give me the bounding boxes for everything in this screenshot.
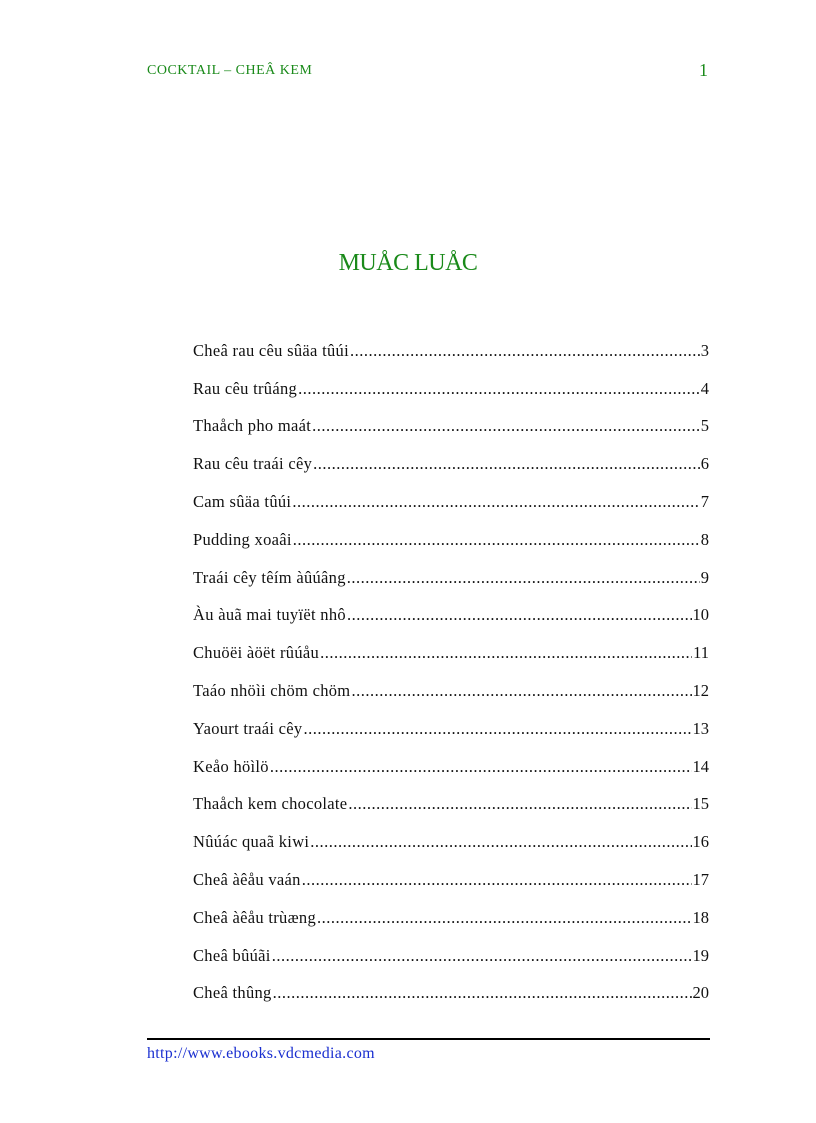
toc-leader-dots — [351, 681, 691, 701]
footer-divider — [147, 1038, 710, 1040]
toc-entry[interactable] — [193, 672, 709, 710]
toc-entry[interactable] — [193, 748, 709, 786]
toc-entry-label: Chuöëi àöët rûúåu — [193, 643, 320, 663]
toc-entry-label: Cheâ àêåu vaán — [193, 870, 301, 890]
toc-entry[interactable] — [193, 710, 709, 748]
toc-leader-dots — [292, 492, 699, 512]
toc-entry-page: 15 — [692, 794, 709, 814]
toc-entry[interactable] — [193, 370, 709, 408]
page-number: 1 — [699, 60, 708, 80]
toc-entry-label: Rau cêu trûáng — [193, 378, 298, 398]
toc-leader-dots — [310, 832, 691, 852]
toc-leader-dots — [273, 983, 692, 1003]
toc-entry-page: 7 — [700, 492, 709, 512]
toc-entry-label: Traái cêy têím àûúâng — [193, 567, 346, 587]
toc-entry-page: 18 — [692, 907, 709, 927]
toc-leader-dots — [350, 341, 700, 361]
toc-entry-page: 12 — [692, 681, 709, 701]
table-of-contents — [193, 332, 709, 1012]
toc-leader-dots — [293, 530, 700, 550]
toc-leader-dots — [313, 454, 700, 474]
toc-entry-page: 17 — [692, 870, 709, 890]
toc-entry[interactable] — [193, 597, 709, 635]
toc-leader-dots — [302, 870, 692, 890]
toc-leader-dots — [320, 643, 692, 663]
toc-leader-dots — [317, 908, 691, 928]
toc-entry-page: 16 — [692, 832, 709, 852]
toc-entry[interactable] — [193, 634, 709, 672]
toc-entry[interactable] — [193, 559, 709, 597]
toc-leader-dots — [348, 794, 691, 814]
toc-entry-page: 5 — [700, 416, 709, 436]
toc-entry-label: Nûúác quaã kiwi — [193, 832, 310, 852]
toc-entry[interactable] — [193, 975, 709, 1013]
toc-entry-page: 20 — [692, 983, 709, 1003]
toc-entry-page: 13 — [692, 718, 709, 738]
toc-entry-label: Yaourt traái cêy — [193, 718, 303, 738]
toc-entry-label: Cheâ bûúãi — [193, 945, 271, 965]
toc-leader-dots — [347, 568, 700, 588]
toc-entry-label: Rau cêu traái cêy — [193, 454, 313, 474]
running-header-title: COCKTAIL – CHEÂ KEM — [147, 63, 313, 78]
toc-leader-dots — [303, 719, 691, 739]
toc-entry-label: Taáo nhöìi chöm chöm — [193, 681, 351, 701]
toc-entry-page: 11 — [693, 643, 709, 663]
toc-entry-page: 10 — [692, 605, 709, 625]
toc-entry[interactable] — [193, 899, 709, 937]
toc-leader-dots — [270, 757, 692, 777]
footer-website-link[interactable]: http://www.ebooks.vdcmedia.com — [147, 1045, 375, 1062]
toc-entry-label: Thaåch pho maát — [193, 416, 312, 436]
toc-entry-label: Cheâ rau cêu sûäa tûúi — [193, 340, 349, 360]
toc-leader-dots — [272, 946, 692, 966]
toc-leader-dots — [298, 379, 700, 399]
toc-entry-label: Cheâ thûng — [193, 983, 272, 1003]
toc-entry-page: 3 — [700, 340, 709, 360]
toc-entry[interactable] — [193, 937, 709, 975]
toc-entry[interactable] — [193, 408, 709, 446]
toc-entry[interactable] — [193, 445, 709, 483]
toc-title: MUÅC LUÅC — [338, 250, 478, 276]
toc-entry-page: 4 — [700, 378, 709, 398]
toc-entry-page: 9 — [700, 567, 709, 587]
toc-entry-label: Cam sûäa tûúi — [193, 492, 292, 512]
toc-entry[interactable] — [193, 786, 709, 824]
toc-entry[interactable] — [193, 861, 709, 899]
toc-entry-page: 8 — [700, 529, 709, 549]
toc-entry-label: Thaåch kem chocolate — [193, 794, 348, 814]
toc-entry[interactable] — [193, 332, 709, 370]
toc-entry-page: 6 — [700, 454, 709, 474]
toc-entry[interactable] — [193, 521, 709, 559]
toc-entry[interactable] — [193, 483, 709, 521]
toc-entry-label: Àu àuã mai tuyïët nhô — [193, 605, 346, 625]
toc-entry-page: 14 — [692, 756, 709, 776]
toc-entry-label: Cheâ àêåu trùæng — [193, 907, 317, 927]
toc-entry[interactable] — [193, 823, 709, 861]
toc-leader-dots — [312, 416, 700, 436]
toc-leader-dots — [347, 605, 692, 625]
toc-entry-label: Pudding xoaâi — [193, 529, 292, 549]
toc-entry-page: 19 — [692, 945, 709, 965]
toc-entry-label: Keåo höìlö — [193, 756, 269, 776]
